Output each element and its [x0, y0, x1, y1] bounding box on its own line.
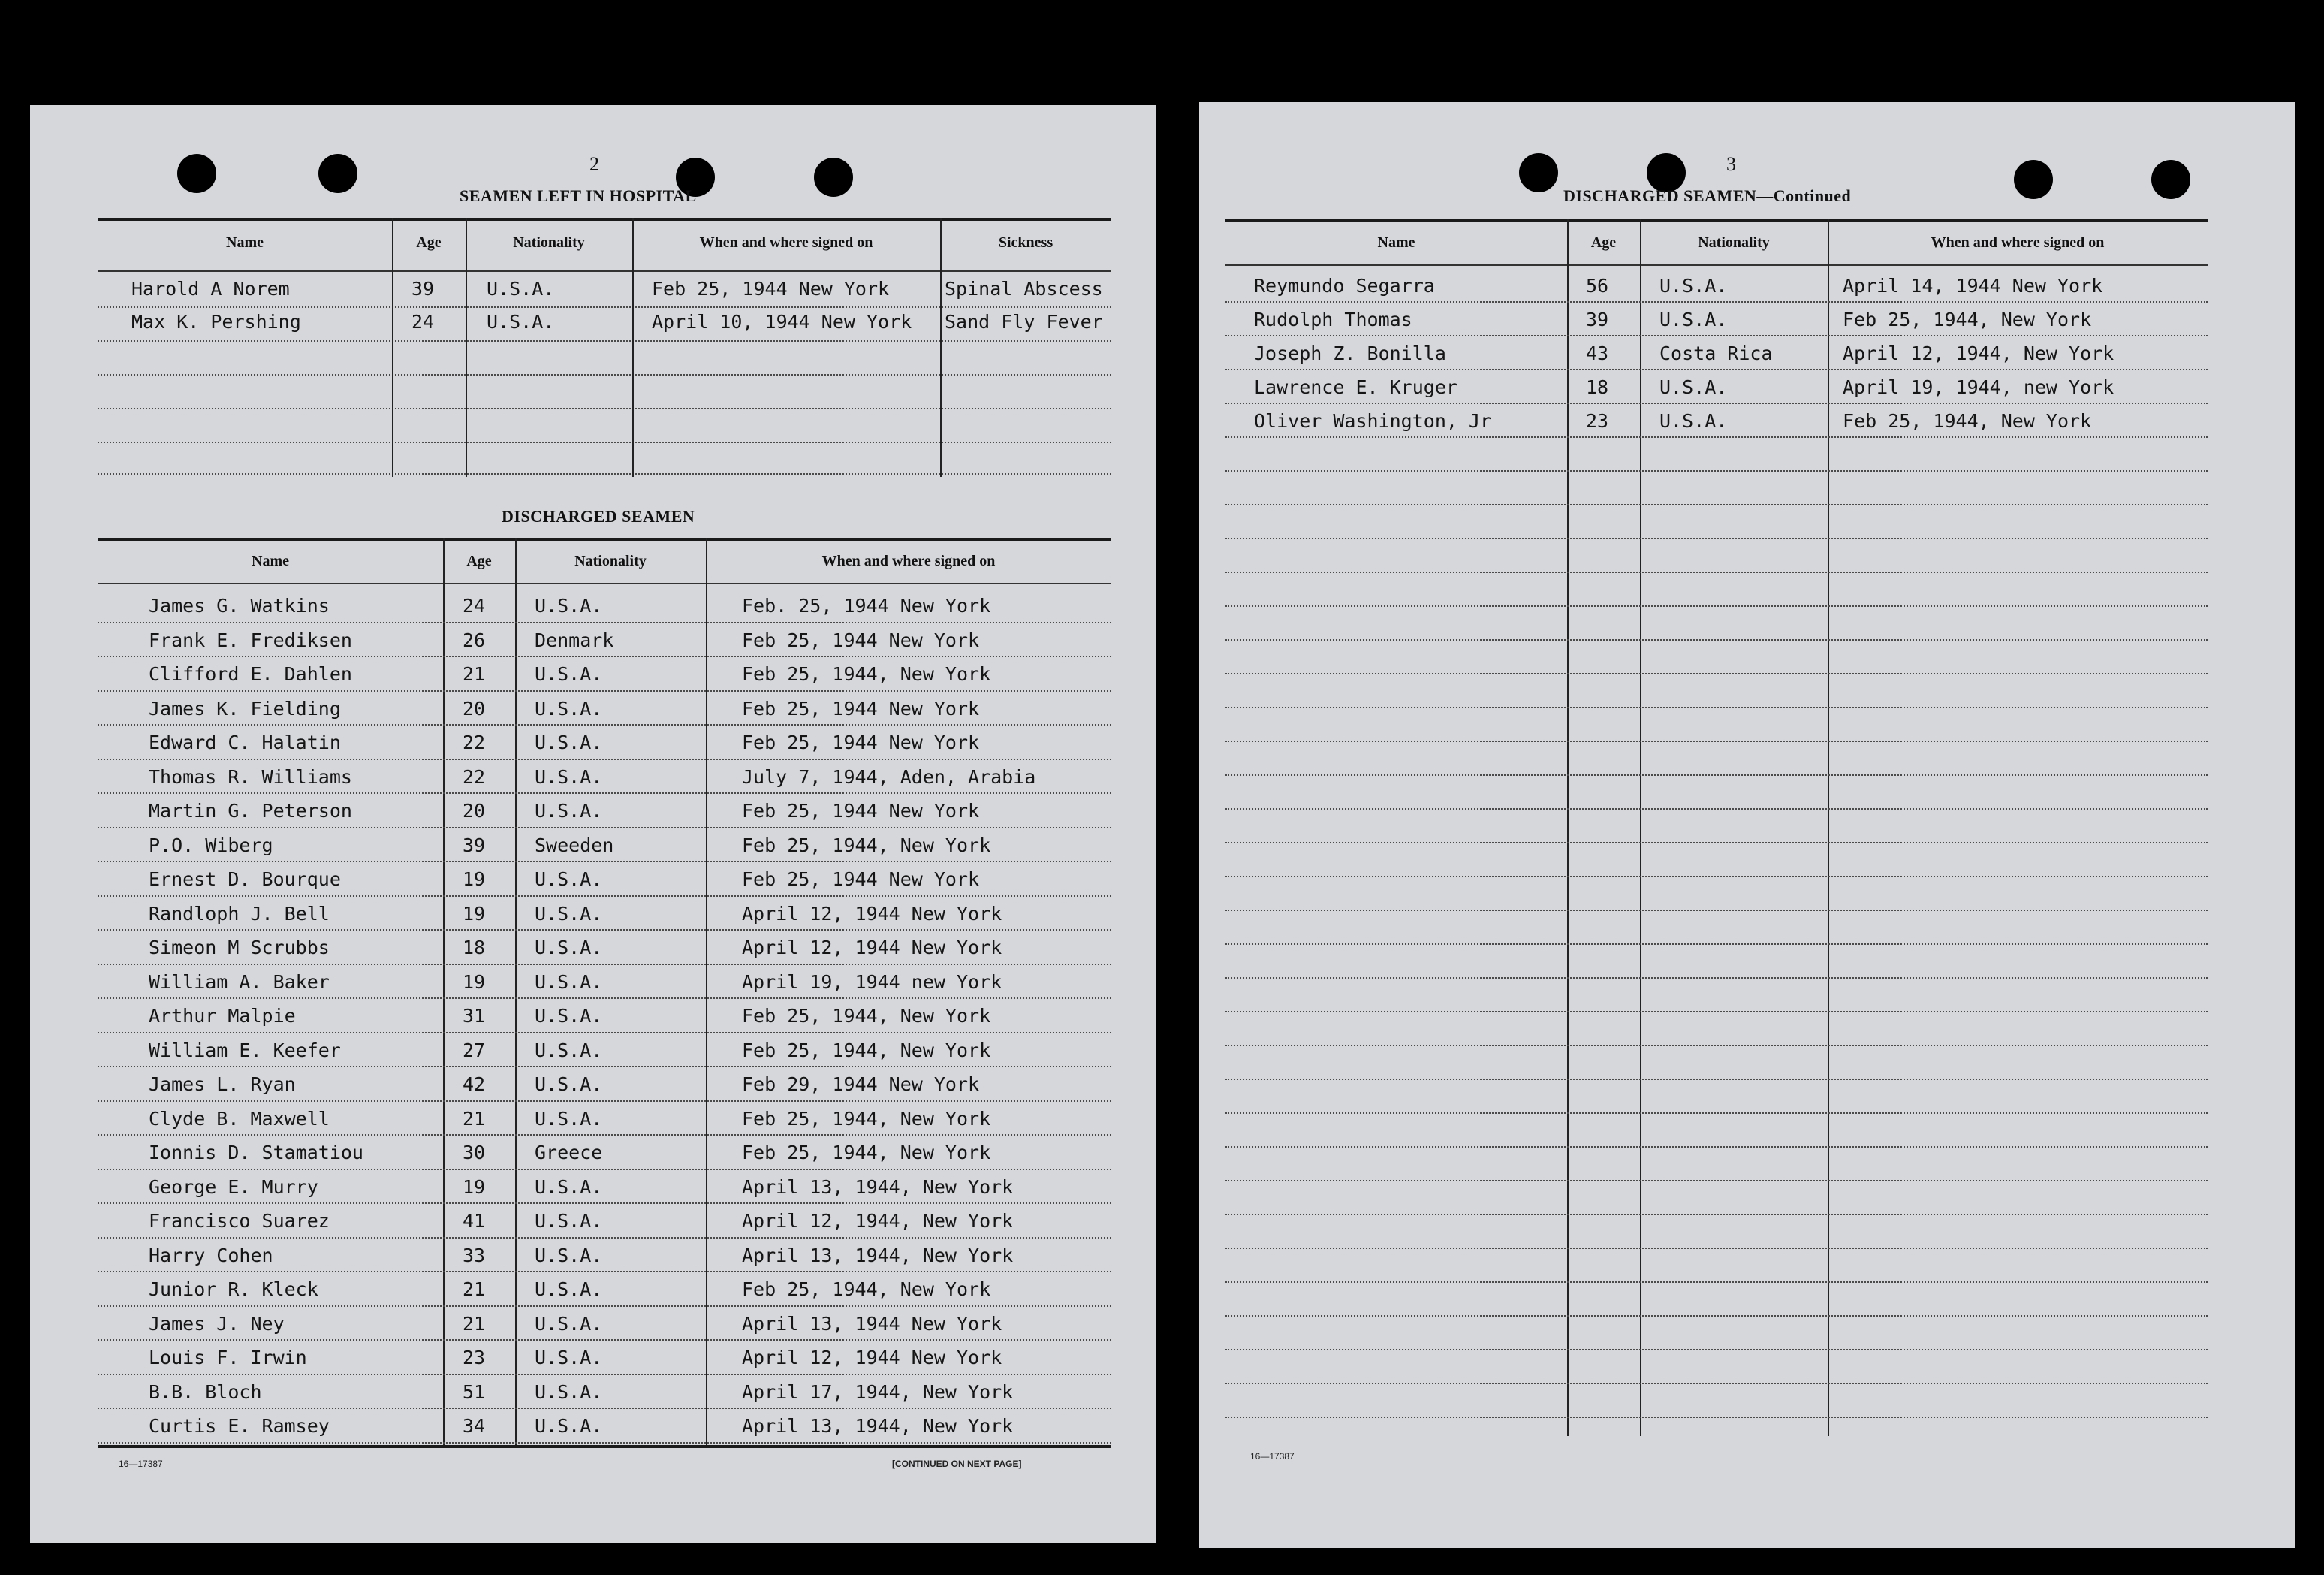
table-cell-age: 21	[463, 1312, 486, 1335]
table-cell-age: 39	[411, 278, 435, 300]
row-rule	[98, 1066, 1111, 1067]
table-cell-age: 39	[463, 834, 486, 856]
table-cell-name: Frank E. Frediksen	[149, 629, 352, 651]
row-rule	[1225, 1011, 2208, 1012]
table-cell-signed-on: Feb 25, 1944, New York	[742, 1278, 991, 1300]
form-number: 16—17387	[1250, 1451, 1295, 1462]
row-rule	[1225, 1349, 2208, 1350]
table-cell-nationality: U.S.A.	[535, 1244, 603, 1266]
table-cell-signed-on: Feb. 25, 1944 New York	[742, 595, 991, 617]
table-cell-name: P.O. Wiberg	[149, 834, 273, 856]
row-rule	[1225, 572, 2208, 573]
table-cell-nationality: U.S.A.	[535, 800, 603, 822]
table-cell-name: Clifford E. Dahlen	[149, 663, 352, 685]
table-cell-nationality: U.S.A.	[1659, 309, 1728, 330]
discharged-continued-title: DISCHARGED SEAMEN—Continued	[1563, 186, 1852, 205]
table-cell-name: Rudolph Thomas	[1254, 309, 1412, 330]
table-cell-name: William E. Keefer	[149, 1039, 341, 1061]
discharged-section-title: DISCHARGED SEAMEN	[502, 507, 695, 526]
table-cell-signed-on: Feb 25, 1944, New York	[742, 834, 991, 856]
table-cell-signed-on: Feb 25, 1944, New York	[742, 1039, 991, 1061]
table-cell-age: 42	[463, 1073, 486, 1095]
table-cell-name: James K. Fielding	[149, 697, 341, 720]
table-cell-age: 24	[463, 595, 486, 617]
table-cell-nationality: U.S.A.	[535, 1005, 603, 1027]
table-cell-age: 23	[1586, 410, 1609, 432]
table-cell-name: George E. Murry	[149, 1175, 318, 1198]
table-cell-nationality: U.S.A.	[535, 697, 603, 720]
row-rule	[98, 1271, 1111, 1272]
table-cell-signed-on: Feb 25, 1944, New York	[742, 1107, 991, 1130]
row-rule	[1225, 605, 2208, 607]
row-rule	[98, 861, 1111, 862]
table-cell-signed-on: Feb 25, 1944 New York	[652, 278, 890, 300]
col-header-nationality: Nationality	[1698, 234, 1770, 251]
row-rule	[1225, 876, 2208, 877]
table-cell-name: Louis F. Irwin	[149, 1347, 307, 1368]
table-cell-nationality: U.S.A.	[535, 595, 603, 617]
table-cell-signed-on: Feb 25, 1944 New York	[742, 868, 980, 890]
table-cell-name: Clyde B. Maxwell	[149, 1107, 330, 1130]
table-cell-nationality: U.S.A.	[535, 1278, 603, 1300]
table-cell-nationality: U.S.A.	[535, 1073, 603, 1095]
table-cell-signed-on: April 12, 1944 New York	[742, 937, 1002, 958]
page-number: 2	[589, 153, 599, 175]
row-rule	[1225, 538, 2208, 539]
col-header-nationality: Nationality	[513, 234, 585, 251]
table-cell-age: 19	[463, 902, 486, 925]
row-rule	[1225, 842, 2208, 843]
row-rule	[1225, 1146, 2208, 1148]
table-cell-nationality: U.S.A.	[1659, 410, 1728, 432]
row-rule	[98, 964, 1111, 965]
table-cell-signed-on: July 7, 1944, Aden, Arabia	[742, 765, 1036, 788]
table-cell-age: 41	[463, 1210, 486, 1232]
table-cell-nationality: U.S.A.	[535, 1107, 603, 1130]
row-rule	[1225, 910, 2208, 911]
table-cell-age: 19	[463, 970, 486, 993]
table-cell-name: Arthur Malpie	[149, 1005, 296, 1027]
table-cell-nationality: Costa Rica	[1659, 342, 1773, 364]
table-cell-name: James L. Ryan	[149, 1073, 296, 1095]
col-header-signed-on: When and where signed on	[1931, 234, 2105, 251]
row-rule	[98, 1339, 1111, 1341]
table-cell-signed-on: April 12, 1944, New York	[742, 1210, 1014, 1232]
table-cell-age: 19	[463, 868, 486, 890]
table-cell-nationality: Sweeden	[535, 834, 614, 856]
table-cell-signed-on: Feb 25, 1944, New York	[742, 663, 991, 685]
row-rule	[98, 1374, 1111, 1375]
table-cell-sickness: Sand Fly Fever	[945, 311, 1103, 333]
table-cell-name: B.B. Bloch	[149, 1380, 262, 1403]
table-cell-signed-on: April 12, 1944 New York	[742, 902, 1002, 925]
table-cell-nationality: Denmark	[535, 629, 614, 651]
table-cell-signed-on: Feb 25, 1944, New York	[1843, 309, 2092, 330]
table-cell-age: 21	[463, 1107, 486, 1130]
row-rule	[1225, 335, 2208, 336]
table-cell-nationality: U.S.A.	[535, 1312, 603, 1335]
table-cell-nationality: U.S.A.	[535, 902, 603, 925]
page-number: 3	[1726, 153, 1736, 175]
table-cell-name: Martin G. Peterson	[149, 800, 352, 822]
row-rule	[1225, 639, 2208, 641]
row-rule	[1225, 673, 2208, 674]
table-cell-name: Max K. Pershing	[131, 311, 301, 333]
row-rule	[98, 827, 1111, 828]
table-cell-signed-on: April 12, 1944, New York	[1843, 342, 2115, 364]
discharged-continued-table	[1225, 219, 2208, 1481]
table-cell-name: Harold A Norem	[131, 278, 290, 300]
row-rule	[98, 1408, 1111, 1409]
table-cell-age: 27	[463, 1039, 486, 1061]
table-cell-age: 43	[1586, 342, 1609, 364]
table-cell-age: 22	[463, 765, 486, 788]
table-cell-name: James G. Watkins	[149, 595, 330, 617]
table-cell-signed-on: April 13, 1944, New York	[742, 1415, 1014, 1437]
row-rule	[1225, 943, 2208, 945]
table-cell-age: 30	[463, 1142, 486, 1163]
row-rule	[1225, 301, 2208, 303]
table-cell-nationality: U.S.A.	[535, 1380, 603, 1403]
table-cell-nationality: U.S.A.	[535, 1175, 603, 1198]
row-rule	[98, 1032, 1111, 1033]
table-cell-signed-on: April 19, 1944 new York	[742, 970, 1002, 993]
table-cell-age: 18	[463, 937, 486, 958]
table-cell-nationality: U.S.A.	[535, 970, 603, 993]
table-cell-name: Francisco Suarez	[149, 1210, 330, 1232]
col-header-name: Name	[252, 553, 289, 569]
table-cell-signed-on: Feb 29, 1944 New York	[742, 1073, 980, 1095]
table-cell-name: Reymundo Segarra	[1254, 275, 1435, 297]
row-rule	[98, 929, 1111, 931]
row-rule	[1225, 741, 2208, 742]
table-cell-age: 56	[1586, 275, 1609, 297]
hospital-table	[98, 218, 1111, 590]
table-cell-signed-on: Feb 25, 1944 New York	[742, 800, 980, 822]
row-rule	[1225, 504, 2208, 505]
row-rule	[1225, 1045, 2208, 1046]
table-cell-signed-on: Feb 25, 1944 New York	[742, 629, 980, 651]
table-cell-name: Ernest D. Bourque	[149, 868, 341, 890]
table-cell-age: 21	[463, 1278, 486, 1300]
right-page	[1199, 102, 2295, 1548]
row-rule	[1225, 707, 2208, 708]
row-rule	[1225, 1214, 2208, 1215]
table-cell-signed-on: Feb 25, 1944 New York	[742, 697, 980, 720]
table-cell-nationality: U.S.A.	[487, 311, 555, 333]
table-cell-name: Joseph Z. Bonilla	[1254, 342, 1446, 364]
table-cell-name: Simeon M Scrubbs	[149, 937, 330, 958]
table-cell-signed-on: April 12, 1944 New York	[742, 1347, 1002, 1368]
row-rule	[98, 1134, 1111, 1136]
table-cell-signed-on: Feb 25, 1944, New York	[1843, 410, 2092, 432]
table-cell-signed-on: April 13, 1944, New York	[742, 1244, 1014, 1266]
discharged-table	[98, 538, 1111, 1543]
table-cell-signed-on: April 13, 1944 New York	[742, 1312, 1002, 1335]
row-rule	[98, 792, 1111, 794]
table-cell-name: William A. Baker	[149, 970, 330, 993]
table-cell-age: 26	[463, 629, 486, 651]
table-cell-name: James J. Ney	[149, 1312, 285, 1335]
col-header-age: Age	[1590, 234, 1617, 251]
table-cell-signed-on: Feb 25, 1944, New York	[742, 1005, 991, 1027]
row-rule	[98, 622, 1111, 623]
row-rule	[1225, 774, 2208, 776]
row-rule	[1225, 403, 2208, 404]
col-header-signed-on: When and where signed on	[821, 553, 996, 569]
table-cell-signed-on: April 14, 1944 New York	[1843, 275, 2103, 297]
col-header-name: Name	[1377, 234, 1415, 251]
form-number: 16—17387	[119, 1459, 163, 1469]
col-header-name: Name	[226, 234, 264, 251]
table-cell-nationality: U.S.A.	[535, 1347, 603, 1368]
table-cell-nationality: U.S.A.	[1659, 376, 1728, 398]
table-cell-name: Lawrence E. Kruger	[1254, 376, 1457, 398]
table-cell-age: 20	[463, 800, 486, 822]
table-cell-signed-on: Feb 25, 1944, New York	[742, 1142, 991, 1163]
table-cell-signed-on: April 13, 1944, New York	[742, 1175, 1014, 1198]
table-cell-age: 21	[463, 663, 486, 685]
col-header-signed-on: When and where signed on	[699, 234, 873, 251]
row-rule	[1225, 1281, 2208, 1283]
table-cell-name: Harry Cohen	[149, 1244, 273, 1266]
table-cell-nationality: U.S.A.	[535, 1415, 603, 1437]
table-cell-nationality: U.S.A.	[535, 732, 603, 753]
row-rule	[98, 1237, 1111, 1239]
table-cell-signed-on: April 19, 1944, new York	[1843, 376, 2115, 398]
table-cell-nationality: U.S.A.	[535, 937, 603, 958]
row-rule	[98, 724, 1111, 726]
table-cell-name: Ionnis D. Stamatiou	[149, 1142, 363, 1163]
table-cell-nationality: U.S.A.	[535, 868, 603, 890]
left-page	[30, 105, 1156, 1543]
row-rule	[98, 759, 1111, 760]
row-rule	[98, 895, 1111, 897]
punch-hole	[2014, 160, 2053, 199]
table-cell-signed-on: Feb 25, 1944 New York	[742, 732, 980, 753]
row-rule	[1225, 1180, 2208, 1181]
table-cell-age: 31	[463, 1005, 486, 1027]
row-rule	[1225, 1315, 2208, 1317]
table-cell-age: 24	[411, 311, 435, 333]
row-rule	[1225, 369, 2208, 370]
continued-note: [CONTINUED ON NEXT PAGE]	[892, 1459, 1022, 1469]
punch-hole	[177, 154, 216, 193]
row-rule	[1225, 436, 2208, 438]
hospital-section-title: SEAMEN LEFT IN HOSPITAL	[460, 186, 697, 205]
table-cell-age: 18	[1586, 376, 1609, 398]
table-cell-nationality: U.S.A.	[1659, 275, 1728, 297]
table-cell-age: 51	[463, 1380, 486, 1403]
table-cell-age: 39	[1586, 309, 1609, 330]
table-cell-age: 22	[463, 732, 486, 753]
row-rule	[98, 997, 1111, 999]
table-cell-nationality: U.S.A.	[535, 1039, 603, 1061]
row-rule	[1225, 977, 2208, 979]
table-cell-name: Junior R. Kleck	[149, 1278, 318, 1300]
row-rule	[98, 1100, 1111, 1102]
table-cell-name: Curtis E. Ramsey	[149, 1415, 330, 1437]
col-header-age: Age	[466, 553, 492, 569]
row-rule	[1225, 1417, 2208, 1418]
row-rule	[98, 1169, 1111, 1170]
table-cell-age: 19	[463, 1175, 486, 1198]
table-cell-age: 20	[463, 697, 486, 720]
row-rule	[1225, 1079, 2208, 1080]
row-rule	[1225, 808, 2208, 810]
table-cell-signed-on: April 10, 1944 New York	[652, 311, 912, 333]
table-cell-nationality: U.S.A.	[535, 765, 603, 788]
row-rule	[1225, 1383, 2208, 1384]
col-header-nationality: Nationality	[574, 553, 647, 569]
punch-hole	[1519, 153, 1558, 192]
table-cell-name: Randloph J. Bell	[149, 902, 330, 925]
table-cell-age: 34	[463, 1415, 486, 1437]
col-header-sickness: Sickness	[998, 234, 1053, 251]
table-cell-name: Edward C. Halatin	[149, 732, 341, 753]
row-rule	[98, 1305, 1111, 1307]
table-cell-name: Thomas R. Williams	[149, 765, 352, 788]
row-rule	[98, 1202, 1111, 1204]
table-cell-age: 33	[463, 1244, 486, 1266]
table-cell-name: Oliver Washington, Jr	[1254, 410, 1492, 432]
table-cell-nationality: Greece	[535, 1142, 603, 1163]
row-rule	[98, 690, 1111, 692]
row-rule	[1225, 1248, 2208, 1249]
punch-hole	[2151, 160, 2190, 199]
table-cell-sickness: Spinal Abscess	[945, 278, 1103, 300]
punch-hole	[318, 154, 357, 193]
col-header-age: Age	[416, 234, 442, 251]
table-cell-nationality: U.S.A.	[487, 278, 555, 300]
table-cell-nationality: U.S.A.	[535, 1210, 603, 1232]
row-rule	[1225, 470, 2208, 472]
table-cell-nationality: U.S.A.	[535, 663, 603, 685]
row-rule	[1225, 1112, 2208, 1114]
row-rule	[98, 1442, 1111, 1444]
row-rule	[98, 656, 1111, 657]
table-cell-signed-on: April 17, 1944, New York	[742, 1380, 1014, 1403]
table-cell-age: 23	[463, 1347, 486, 1368]
punch-hole	[814, 158, 853, 197]
